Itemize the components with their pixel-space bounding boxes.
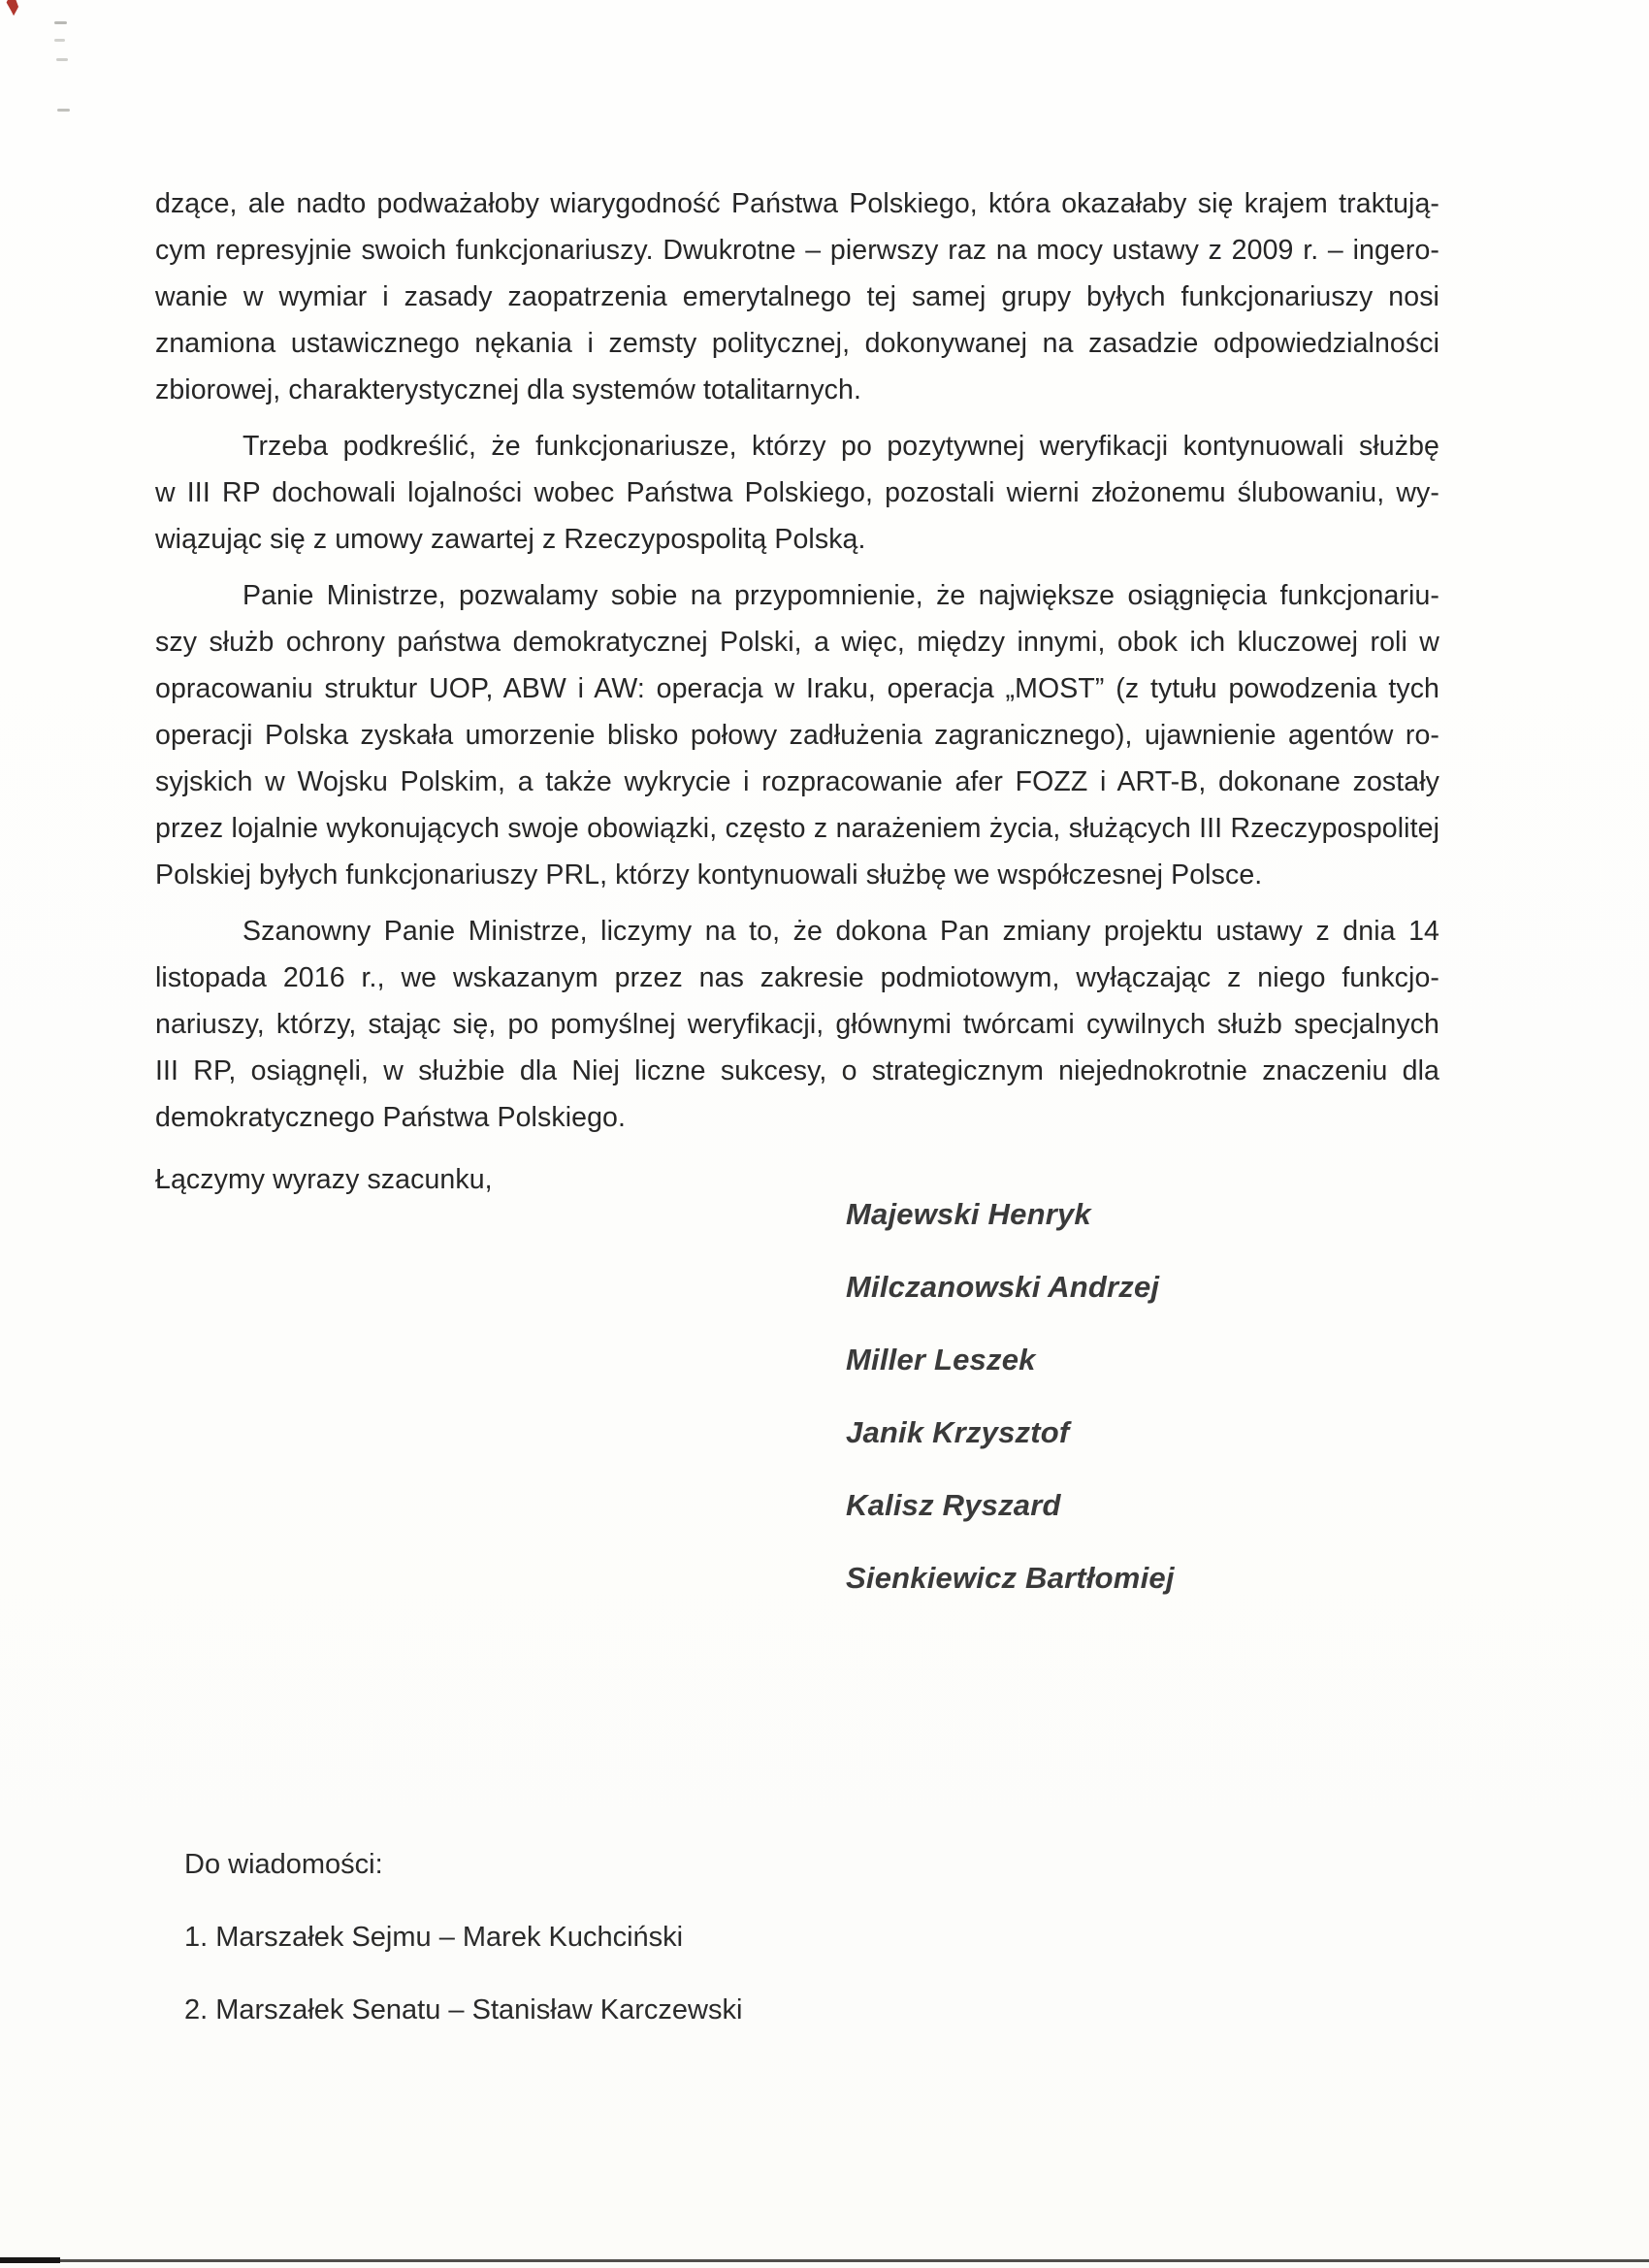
text-line: wiązując się z umowy zawartej z Rzeczypospolitą Polską.: [155, 524, 866, 555]
paragraph: [155, 908, 1439, 1141]
scan-artifact-dash: [54, 21, 67, 24]
text-line: III RP, osiągnęli, w służbie dla Niej liczne sukcesy, o strategicznym niejednokrotnie znaczeniu dla: [155, 1055, 1439, 1086]
signature-name: Milczanowski Andrzej: [846, 1270, 1160, 1304]
text-line: Panie Ministrze, pozwalamy sobie na przypomnienie, że największe osiągnięcia funkcjonariu-: [242, 580, 1439, 611]
text-line: przez lojalnie wykonujących swoje obowiązki, często z narażeniem życia, służących III Rzeczypospolitej: [155, 813, 1439, 844]
text-line: Szanowny Panie Ministrze, liczymy na to, że dokona Pan zmiany projektu ustawy z dnia 14: [242, 916, 1439, 947]
bottom-scan-edge-cap: [0, 2257, 60, 2263]
signature-name: Kalisz Ryszard: [846, 1488, 1061, 1522]
signature-name: Majewski Henryk: [846, 1197, 1091, 1231]
text-line: znamiona ustawicznego nękania i zemsty politycznej, dokonywanej na zasadzie odpowiedzialności: [155, 328, 1439, 359]
scan-artifact-dash: [57, 109, 70, 112]
signature-block: [846, 1199, 1175, 1636]
text-line: cym represyjnie swoich funkcjonariuszy. Dwukrotne – pierwszy raz na mocy ustawy z 2009 r. – ingero-: [155, 235, 1439, 266]
cc-heading: Do wiadomości:: [184, 1849, 383, 1880]
text-line: listopada 2016 r., we wskazanym przez nas zakresie podmiotowym, wyłączając z niego funkcjo-: [155, 962, 1439, 993]
scan-artifact-dash: [56, 58, 68, 61]
text-line: Trzeba podkreślić, że funkcjonariusze, którzy po pozytywnej weryfikacji kontynuowali służbę: [242, 431, 1439, 462]
text-line: operacji Polska zyskała umorzenie blisko połowy zadłużenia zagranicznego), ujawnienie agentów ro-: [155, 720, 1439, 751]
letter-paragraphs: [155, 180, 1439, 1141]
text-line: w III RP dochowali lojalności wobec Państwa Polskiego, pozostali wierni złożonemu ślubowaniu, wy-: [155, 477, 1439, 508]
letter-body: [155, 180, 1439, 1203]
cc-list: [184, 1921, 742, 2026]
scan-artifact-dash: [54, 39, 65, 42]
bottom-scan-edge-line: [0, 2259, 1649, 2262]
signature-name: Janik Krzysztof: [846, 1415, 1070, 1449]
text-line: opracowaniu struktur UOP, ABW i AW: operacja w Iraku, operacja „MOST” (z tytułu powodzenia tych: [155, 673, 1439, 704]
text-line: demokratycznego Państwa Polskiego.: [155, 1102, 626, 1133]
cc-item: 1. Marszałek Sejmu – Marek Kuchciński: [184, 1922, 684, 1953]
text-line: szy służb ochrony państwa demokratycznej Polski, a więc, między innymi, obok ich kluczowej roli w: [155, 627, 1439, 658]
text-line: dzące, ale nadto podważałoby wiarygodność Państwa Polskiego, która okazałaby się krajem traktują-: [155, 188, 1439, 219]
closing-salutation: Łączymy wyrazy szacunku,: [155, 1164, 493, 1195]
text-line: Polskiej byłych funkcjonariuszy PRL, którzy kontynuowali służbę we współczesnej Polsce.: [155, 859, 1263, 891]
paragraph: [155, 423, 1439, 563]
red-pen-mark: [5, 0, 19, 16]
signature-name: Sienkiewicz Bartłomiej: [846, 1561, 1175, 1595]
text-line: zbiorowej, charakterystycznej dla systemów totalitarnych.: [155, 374, 861, 405]
text-line: nariuszy, którzy, stając się, po pomyślnej weryfikacji, głównymi twórcami cywilnych służb specjalnych: [155, 1009, 1439, 1040]
cc-block: [184, 1848, 742, 2026]
paragraph: [155, 180, 1439, 413]
cc-item: 2. Marszałek Senatu – Stanisław Karczewski: [184, 1994, 743, 2025]
signature-name: Miller Leszek: [846, 1343, 1036, 1377]
paragraph: [155, 572, 1439, 898]
text-line: wanie w wymiar i zasady zaopatrzenia emerytalnego tej samej grupy byłych funkcjonariuszy nosi: [155, 281, 1439, 312]
text-line: syjskich w Wojsku Polskim, a także wykrycie i rozpracowanie afer FOZZ i ART-B, dokonane zostały: [155, 766, 1439, 797]
